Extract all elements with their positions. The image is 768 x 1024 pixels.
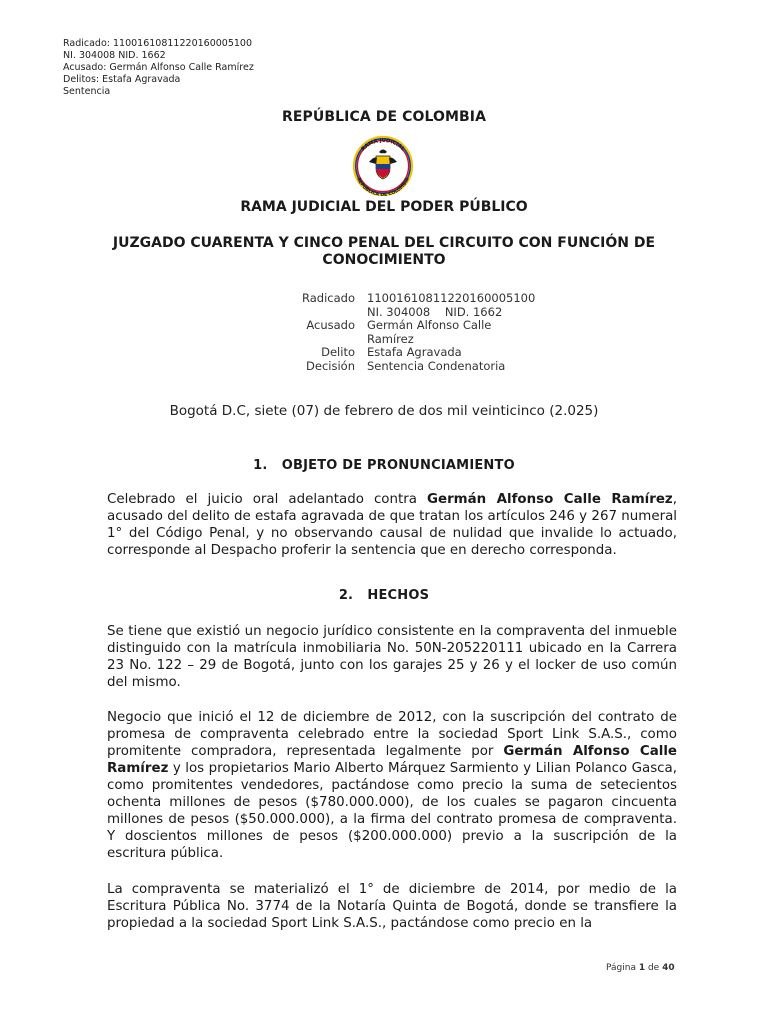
header-radicado: Radicado: 11001610811220160005100 xyxy=(63,38,253,49)
header-ni: NI. 304008 NID. 1662 xyxy=(63,50,166,61)
page-of: de xyxy=(645,963,663,973)
accused-name: Germán Alfonso Calle Ramírez xyxy=(427,492,673,507)
case-info-row xyxy=(250,346,547,360)
rama-judicial-seal-icon xyxy=(343,134,423,196)
case-info-label: Decisión xyxy=(306,358,355,373)
section-title-hechos: 2. HECHOS xyxy=(338,588,430,603)
case-info-row xyxy=(250,306,547,320)
case-info-row xyxy=(250,360,547,374)
paragraph-objeto xyxy=(107,491,677,559)
current-page: 1 xyxy=(638,963,646,973)
paragraph-text: Celebrado el juicio oral adelantado contra xyxy=(107,492,427,507)
header-tipo: Sentencia xyxy=(63,86,111,97)
case-info-row xyxy=(250,333,547,347)
case-info-value: NI. 304008 NID. 1662 xyxy=(367,304,503,319)
juzgado-title: JUZGADO CUARENTA Y CINCO PENAL DEL CIRCUITO CON FUNCIÓN DE CONOCIMIENTO xyxy=(112,235,656,268)
rama-judicial-title: RAMA JUDICIAL DEL PODER PÚBLICO xyxy=(240,199,528,215)
case-info-label: Delito xyxy=(321,345,355,360)
total-pages: 40 xyxy=(662,963,675,973)
paragraph-text: y los propietarios Mario Alberto Márquez Sarmiento y Lilian Polanco Gasca, como promitentes vendedores, pactándose como precio la suma de setecientos ochenta millones de pesos ($780.000.000), de los cuales se pagaron cincuenta millones de pesos ($50.000.000), a la firma del contrato promesa de compraventa. Y doscientos millones de pesos ($200.000.000) previo a la suscripción de la escritura pública. xyxy=(107,761,677,861)
section-title-objeto: 1. OBJETO DE PRONUNCIAMIENTO xyxy=(253,458,515,473)
case-info-table xyxy=(250,292,547,374)
case-info-value: Germán Alfonso Calle xyxy=(367,318,492,333)
case-info-value: Sentencia Condenatoria xyxy=(367,358,506,373)
header-delitos: Delitos: Estafa Agravada xyxy=(63,74,181,85)
case-info-label: Radicado xyxy=(302,291,355,305)
case-info-label xyxy=(250,306,367,320)
paragraph-hechos-2 xyxy=(107,709,677,862)
case-info-row xyxy=(250,319,547,333)
accused-name: Germán Alfonso Calle Ramírez xyxy=(107,744,677,776)
paragraph-text: Negocio que inició el 12 de diciembre de 2012, con la suscripción del contrato de promesa de compraventa celebrado entre la sociedad Sport Link S.A.S., como promitente compradora, representada legalmente por xyxy=(107,710,677,759)
paragraph-text: , acusado del delito de estafa agravada de que tratan los artículos 246 y 267 numeral 1° del Código Penal, y no observando causal de nulidad que invalide lo actuado, corresponde al Despacho proferir la sentencia que en derecho corresponda. xyxy=(107,492,677,558)
page-label: Página xyxy=(606,963,639,973)
date-line: Bogotá D.C, siete (07) de febrero de dos mil veinticinco (2.025) xyxy=(169,403,599,419)
republic-title: REPÚBLICA DE COLOMBIA xyxy=(281,109,487,125)
case-header xyxy=(63,38,254,98)
case-info-value: 11001610811220160005100 xyxy=(367,291,536,305)
case-info-label: Acusado xyxy=(306,318,355,333)
paragraph-hechos-1: Se tiene que existió un negocio jurídico consistente en la compraventa del inmueble distinguido con la matrícula inmobiliaria No. 50N-205220111 ubicado en la Carrera 23 No. 122 – 29 de Bogotá, junto con los garajes 25 y 26 y el locker de uso común del mismo. xyxy=(107,624,677,690)
seal-top-text: RAMA JUDICIAL xyxy=(360,137,406,153)
paragraph-hechos-3: La compraventa se materializó el 1° de diciembre de 2014, por medio de la Escritura Pública No. 3774 de la Notaría Quinta de Bogotá, donde se transfiere la propiedad a la sociedad Sport Link S.A.S., pactándose como precio en la xyxy=(107,882,677,931)
case-info-value: Ramírez xyxy=(367,331,414,346)
case-info-label xyxy=(250,333,367,347)
header-acusado: Acusado: Germán Alfonso Calle Ramírez xyxy=(63,62,254,73)
seal-bottom-text: REPÚBLICA DE COLOMBIA xyxy=(355,177,411,196)
case-info-value: Estafa Agravada xyxy=(367,345,462,360)
case-info-row xyxy=(250,292,547,306)
page-number xyxy=(606,963,675,973)
